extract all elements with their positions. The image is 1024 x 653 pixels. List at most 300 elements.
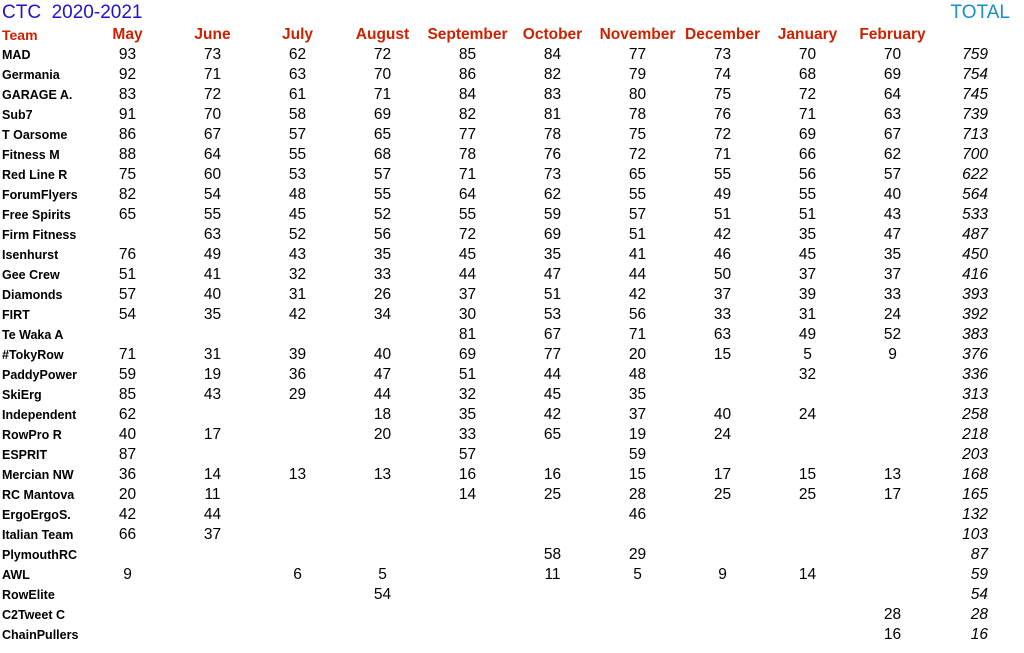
month-score: 58	[543, 546, 562, 563]
month-score: 5	[803, 346, 812, 363]
table-row	[0, 165, 1020, 185]
team-name: Fitness M	[2, 148, 60, 162]
month-score: 56	[373, 226, 392, 243]
month-score	[765, 385, 850, 405]
month-score: 24	[798, 406, 817, 423]
team-name: Red Line R	[2, 168, 68, 182]
month-score: 69	[543, 226, 562, 243]
month-score: 15	[798, 466, 817, 483]
month-score: 79	[628, 66, 647, 83]
month-score: 76	[713, 106, 732, 123]
month-score: 51	[798, 206, 817, 223]
month-score: 71	[798, 106, 817, 123]
total-score: 393	[962, 286, 988, 303]
month-score	[340, 605, 425, 625]
month-score: 20	[373, 426, 392, 443]
month-score: 42	[288, 306, 307, 323]
month-score: 83	[118, 86, 137, 103]
month-score: 63	[203, 226, 222, 243]
month-score: 31	[203, 346, 222, 363]
month-score	[255, 605, 340, 625]
month-score: 37	[203, 526, 222, 543]
month-score: 62	[883, 146, 902, 163]
month-score: 44	[628, 266, 647, 283]
month-score: 5	[633, 566, 642, 583]
month-score: 45	[543, 386, 562, 403]
header-team: Team	[2, 27, 38, 43]
team-name: MAD	[2, 48, 31, 62]
table-row	[0, 305, 1020, 325]
month-score: 69	[883, 66, 902, 83]
month-score	[850, 505, 935, 525]
total-score: 700	[962, 146, 988, 163]
month-score: 53	[543, 306, 562, 323]
month-score: 85	[458, 46, 477, 63]
month-score: 59	[118, 366, 137, 383]
team-name: PlymouthRC	[2, 548, 77, 562]
month-score	[85, 225, 170, 245]
month-score: 57	[628, 206, 647, 223]
table-row	[0, 245, 1020, 265]
team-name: GARAGE A.	[2, 88, 73, 102]
month-score: 71	[118, 346, 137, 363]
team-name: Gee Crew	[2, 268, 60, 282]
month-score: 52	[883, 326, 902, 343]
month-score	[255, 545, 340, 565]
table-row	[0, 105, 1020, 125]
total-score: 759	[962, 46, 988, 63]
month-score: 70	[373, 66, 392, 83]
month-score: 92	[118, 66, 137, 83]
team-name: ChainPullers	[2, 628, 79, 642]
month-score	[170, 325, 255, 345]
header-total-spacer	[935, 25, 1020, 45]
month-score: 61	[288, 86, 307, 103]
month-score: 16	[883, 626, 902, 643]
month-score: 15	[628, 466, 647, 483]
month-score: 55	[628, 186, 647, 203]
month-score: 67	[203, 126, 222, 143]
table-row	[0, 205, 1020, 225]
month-score: 51	[628, 226, 647, 243]
month-score: 50	[713, 266, 732, 283]
month-score: 30	[458, 306, 477, 323]
month-score: 55	[288, 146, 307, 163]
month-score: 34	[373, 306, 392, 323]
month-score: 57	[458, 446, 477, 463]
month-score: 66	[118, 526, 137, 543]
team-name: C2Tweet C	[2, 608, 65, 622]
month-score: 58	[288, 106, 307, 123]
month-score: 76	[543, 146, 562, 163]
month-score: 59	[628, 446, 647, 463]
team-name: PaddyPower	[2, 368, 78, 382]
table-row	[0, 465, 1020, 485]
month-score: 33	[713, 306, 732, 323]
month-score	[850, 445, 935, 465]
month-score	[850, 365, 935, 385]
month-score: 67	[883, 126, 902, 143]
month-score: 86	[118, 126, 137, 143]
month-score: 35	[203, 306, 222, 323]
team-name: Free Spirits	[2, 208, 71, 222]
month-score: 84	[458, 86, 477, 103]
month-score	[765, 605, 850, 625]
month-score: 29	[628, 546, 647, 563]
month-score: 68	[798, 66, 817, 83]
month-score: 11	[544, 566, 561, 583]
team-name: Diamonds	[2, 288, 63, 302]
month-score: 86	[458, 66, 477, 83]
month-score	[255, 405, 340, 425]
month-score: 17	[203, 426, 222, 443]
month-score: 37	[628, 406, 647, 423]
month-score: 32	[798, 366, 817, 383]
month-score: 28	[883, 606, 902, 623]
month-score	[85, 585, 170, 605]
table-body	[0, 45, 1020, 645]
month-score: 9	[888, 346, 897, 363]
month-score: 62	[288, 46, 307, 63]
month-score	[255, 505, 340, 525]
month-score: 75	[628, 126, 647, 143]
month-score: 63	[713, 326, 732, 343]
header-november: November	[599, 26, 676, 43]
total-score: 16	[970, 626, 988, 643]
month-score	[850, 565, 935, 585]
month-score: 93	[118, 46, 137, 63]
month-score: 88	[118, 146, 137, 163]
month-score: 20	[118, 486, 137, 503]
month-score: 71	[203, 66, 222, 83]
month-score: 26	[373, 286, 392, 303]
month-score: 71	[713, 146, 732, 163]
month-score: 53	[288, 166, 307, 183]
month-score	[170, 605, 255, 625]
month-score: 48	[288, 186, 307, 203]
team-name: FIRT	[2, 308, 30, 322]
total-score: 713	[962, 126, 988, 143]
month-score: 24	[883, 306, 902, 323]
month-score	[680, 525, 765, 545]
month-score: 72	[373, 46, 392, 63]
month-score	[425, 545, 510, 565]
month-score	[765, 545, 850, 565]
month-score: 84	[543, 46, 562, 63]
month-score: 91	[118, 106, 137, 123]
month-score	[765, 425, 850, 445]
month-score	[170, 625, 255, 645]
month-score: 55	[373, 186, 392, 203]
month-score	[680, 365, 765, 385]
month-score: 14	[203, 466, 222, 483]
month-score: 85	[118, 386, 137, 403]
month-score: 56	[628, 306, 647, 323]
month-score: 17	[883, 486, 902, 503]
month-score: 68	[373, 146, 392, 163]
month-score: 60	[203, 166, 222, 183]
month-score: 45	[288, 206, 307, 223]
month-score: 65	[118, 206, 137, 223]
month-score: 42	[118, 506, 137, 523]
total-score: 450	[962, 246, 988, 263]
month-score: 20	[628, 346, 647, 363]
month-score	[595, 585, 680, 605]
month-score	[340, 505, 425, 525]
month-score: 54	[118, 306, 137, 323]
month-score: 73	[203, 46, 222, 63]
month-score: 25	[543, 486, 562, 503]
month-score: 9	[718, 566, 727, 583]
month-score: 43	[883, 206, 902, 223]
month-score	[595, 605, 680, 625]
month-score: 64	[203, 146, 222, 163]
total-score: 383	[962, 326, 988, 343]
team-name: ErgoErgoS.	[2, 508, 71, 522]
month-score: 72	[458, 226, 477, 243]
month-score: 82	[543, 66, 562, 83]
month-score: 37	[713, 286, 732, 303]
month-score: 63	[883, 106, 902, 123]
month-score: 6	[293, 566, 302, 583]
month-score	[255, 525, 340, 545]
month-score	[170, 405, 255, 425]
team-name: Mercian NW	[2, 468, 74, 482]
month-score: 19	[628, 426, 647, 443]
month-score	[425, 565, 510, 585]
month-score: 47	[543, 266, 562, 283]
month-score: 16	[458, 466, 477, 483]
month-score: 35	[373, 246, 392, 263]
total-score: 392	[962, 306, 988, 323]
month-score: 87	[118, 446, 137, 463]
month-score: 43	[288, 246, 307, 263]
table-row	[0, 565, 1020, 585]
month-score: 57	[883, 166, 902, 183]
total-score: 103	[962, 526, 988, 543]
month-score: 39	[798, 286, 817, 303]
total-score: 28	[970, 606, 988, 623]
month-score: 73	[713, 46, 732, 63]
month-score: 71	[628, 326, 647, 343]
total-score: 416	[962, 266, 988, 283]
table-row	[0, 485, 1020, 505]
month-score	[510, 505, 595, 525]
month-score: 65	[543, 426, 562, 443]
month-score	[680, 625, 765, 645]
month-score: 77	[628, 46, 647, 63]
total-score: 168	[962, 466, 988, 483]
month-score: 71	[458, 166, 477, 183]
month-score: 69	[373, 106, 392, 123]
month-score: 44	[543, 366, 562, 383]
month-score: 59	[543, 206, 562, 223]
header-may: May	[112, 26, 143, 43]
month-score: 28	[628, 486, 647, 503]
month-score: 57	[373, 166, 392, 183]
month-score: 44	[373, 386, 392, 403]
team-name: #TokyRow	[2, 348, 64, 362]
month-score: 19	[203, 366, 222, 383]
total-score: 487	[962, 226, 988, 243]
month-score: 51	[118, 266, 137, 283]
month-score: 33	[458, 426, 477, 443]
month-score: 35	[883, 246, 902, 263]
month-score: 75	[118, 166, 137, 183]
month-score: 41	[203, 266, 222, 283]
month-score: 43	[203, 386, 222, 403]
table-row	[0, 225, 1020, 245]
month-score: 15	[713, 346, 732, 363]
month-score: 32	[458, 386, 477, 403]
month-score	[340, 485, 425, 505]
month-score: 47	[883, 226, 902, 243]
month-score	[765, 505, 850, 525]
month-score: 37	[458, 286, 477, 303]
month-score: 78	[458, 146, 477, 163]
month-score	[850, 385, 935, 405]
month-score: 16	[543, 466, 562, 483]
table-row	[0, 525, 1020, 545]
total-score: 132	[962, 506, 988, 523]
month-score: 37	[798, 266, 817, 283]
month-score	[765, 625, 850, 645]
month-score: 13	[883, 466, 902, 483]
month-score: 42	[713, 226, 732, 243]
total-score: 203	[962, 446, 988, 463]
month-score: 71	[373, 86, 392, 103]
month-score	[170, 545, 255, 565]
month-score: 35	[628, 386, 647, 403]
header-october: October	[522, 26, 583, 43]
month-score	[595, 525, 680, 545]
month-score: 45	[798, 246, 817, 263]
month-score	[340, 525, 425, 545]
table-row	[0, 425, 1020, 445]
total-score: 533	[962, 206, 988, 223]
table-row	[0, 405, 1020, 425]
table-row	[0, 45, 1020, 65]
month-score: 82	[118, 186, 137, 203]
table-row	[0, 345, 1020, 365]
month-score: 5	[378, 566, 387, 583]
month-score: 32	[288, 266, 307, 283]
team-name: ESPRIT	[2, 448, 48, 462]
month-score: 74	[713, 66, 732, 83]
month-score	[425, 605, 510, 625]
month-score: 83	[543, 86, 562, 103]
month-score	[510, 585, 595, 605]
table-row	[0, 325, 1020, 345]
header-february: February	[859, 26, 926, 43]
month-score	[850, 545, 935, 565]
team-name: Te Waka A	[2, 328, 64, 342]
month-score: 77	[543, 346, 562, 363]
month-score: 14	[458, 486, 477, 503]
month-score: 35	[543, 246, 562, 263]
table-row	[0, 145, 1020, 165]
month-score: 69	[798, 126, 817, 143]
table-row	[0, 265, 1020, 285]
month-score	[340, 545, 425, 565]
table-row	[0, 585, 1020, 605]
month-score: 36	[118, 466, 137, 483]
month-score: 33	[373, 266, 392, 283]
month-score: 70	[203, 106, 222, 123]
header-august: August	[355, 26, 410, 43]
month-score: 13	[288, 466, 307, 483]
month-score	[510, 525, 595, 545]
month-score	[85, 605, 170, 625]
month-score	[680, 445, 765, 465]
month-score: 52	[373, 206, 392, 223]
header-december: December	[685, 26, 760, 43]
month-score	[255, 485, 340, 505]
month-score: 11	[204, 486, 221, 503]
table-row	[0, 365, 1020, 385]
team-name: SkiErg	[2, 388, 42, 402]
month-score: 65	[628, 166, 647, 183]
team-name: Italian Team	[2, 528, 74, 542]
month-score: 40	[373, 346, 392, 363]
total-score: 336	[962, 366, 988, 383]
month-score: 40	[118, 426, 137, 443]
month-score	[85, 325, 170, 345]
month-score: 51	[458, 366, 477, 383]
month-score: 66	[798, 146, 817, 163]
month-score: 25	[713, 486, 732, 503]
month-score: 77	[458, 126, 477, 143]
month-score: 72	[713, 126, 732, 143]
month-score: 62	[543, 186, 562, 203]
team-name: Isenhurst	[2, 248, 59, 262]
month-score: 42	[628, 286, 647, 303]
month-score: 76	[118, 246, 137, 263]
month-score	[255, 325, 340, 345]
month-score	[850, 425, 935, 445]
month-score: 40	[203, 286, 222, 303]
team-name: RowPro R	[2, 428, 62, 442]
month-score: 65	[373, 126, 392, 143]
month-score	[425, 505, 510, 525]
month-score: 39	[288, 346, 307, 363]
month-score	[765, 445, 850, 465]
month-score: 75	[713, 86, 732, 103]
standings-table	[0, 25, 1020, 645]
team-name: Sub7	[2, 108, 33, 122]
table-row	[0, 505, 1020, 525]
month-score: 80	[628, 86, 647, 103]
month-score: 35	[798, 226, 817, 243]
total-score: 258	[962, 406, 988, 423]
month-score: 70	[883, 46, 902, 63]
month-score: 18	[373, 406, 392, 423]
month-score	[850, 585, 935, 605]
month-score	[255, 445, 340, 465]
month-score	[255, 585, 340, 605]
month-score: 40	[713, 406, 732, 423]
total-score: 59	[970, 566, 988, 583]
total-score: 754	[962, 66, 988, 83]
month-score: 62	[118, 406, 137, 423]
month-score: 31	[798, 306, 817, 323]
month-score: 40	[883, 186, 902, 203]
table-row	[0, 625, 1020, 645]
team-name: Independent	[2, 408, 77, 422]
month-score: 82	[458, 106, 477, 123]
month-score: 72	[203, 86, 222, 103]
month-score: 13	[373, 466, 392, 483]
